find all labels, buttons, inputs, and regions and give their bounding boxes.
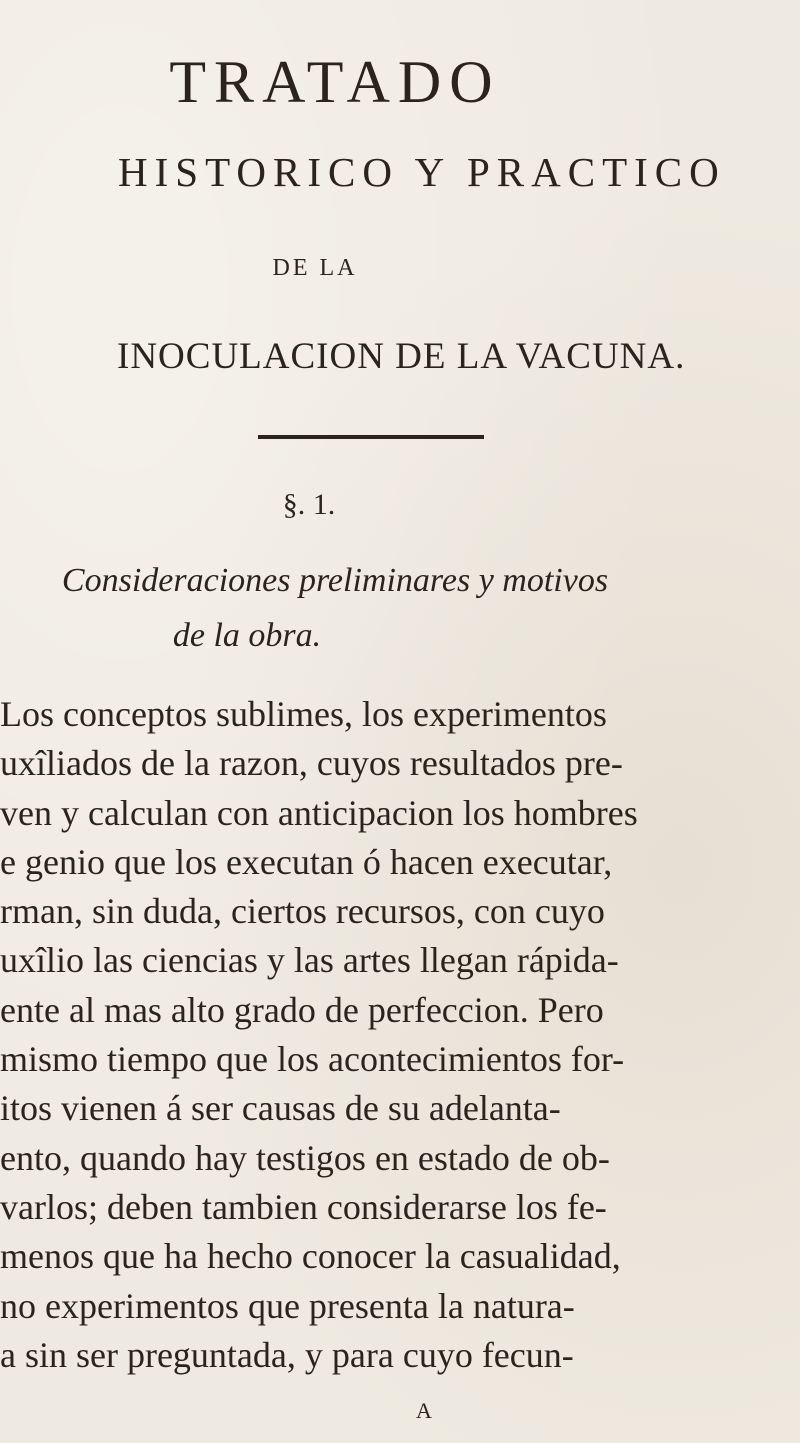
body-line: a sin ser preguntada, y para cuyo fecun- (0, 1334, 574, 1375)
section-heading-line-1: Consideraciones preliminares y motivos (61, 562, 609, 599)
body-line: ente al mas alto grado de perfeccion. Pero (0, 989, 604, 1030)
body-line: uxîlio las ciencias y las artes llegan rápida- (0, 940, 619, 981)
body-line: itos vienen á ser causas de su adelanta- (0, 1088, 561, 1129)
section-heading-line-2: de la obra. (172, 617, 322, 654)
body-line: no experimentos que presenta la natura- (0, 1285, 575, 1326)
body-line: varlos; deben tambien considerarse los fe- (0, 1186, 607, 1227)
title-connector: DE LA (272, 255, 358, 281)
body-line: Los conceptos sublimes, los experimentos (0, 694, 607, 734)
book-topic: INOCULACION DE LA VACUNA. (117, 336, 686, 377)
body-line: e genio que los executan ó hacen executar, (0, 841, 613, 882)
book-title: TRATADO (169, 49, 501, 115)
signature-mark: A (416, 1398, 432, 1423)
body-line: uxîliados de la razon, cuyos resultados pre- (0, 743, 623, 784)
body-line: ento, quando hay testigos en estado de ob- (0, 1137, 610, 1178)
body-line: ven y calculan con anticipacion los hombres (0, 792, 638, 833)
section-number: §. 1. (282, 488, 336, 521)
body-line: mismo tiempo que los acontecimientos for- (0, 1039, 625, 1080)
body-text (0, 690, 800, 1380)
body-line: rman, sin duda, ciertos recursos, con cuyo (0, 891, 605, 932)
title-divider (258, 435, 484, 439)
book-subtitle: HISTORICO Y PRACTICO (118, 149, 726, 195)
body-line: menos que ha hecho conocer la casualidad, (0, 1236, 621, 1277)
